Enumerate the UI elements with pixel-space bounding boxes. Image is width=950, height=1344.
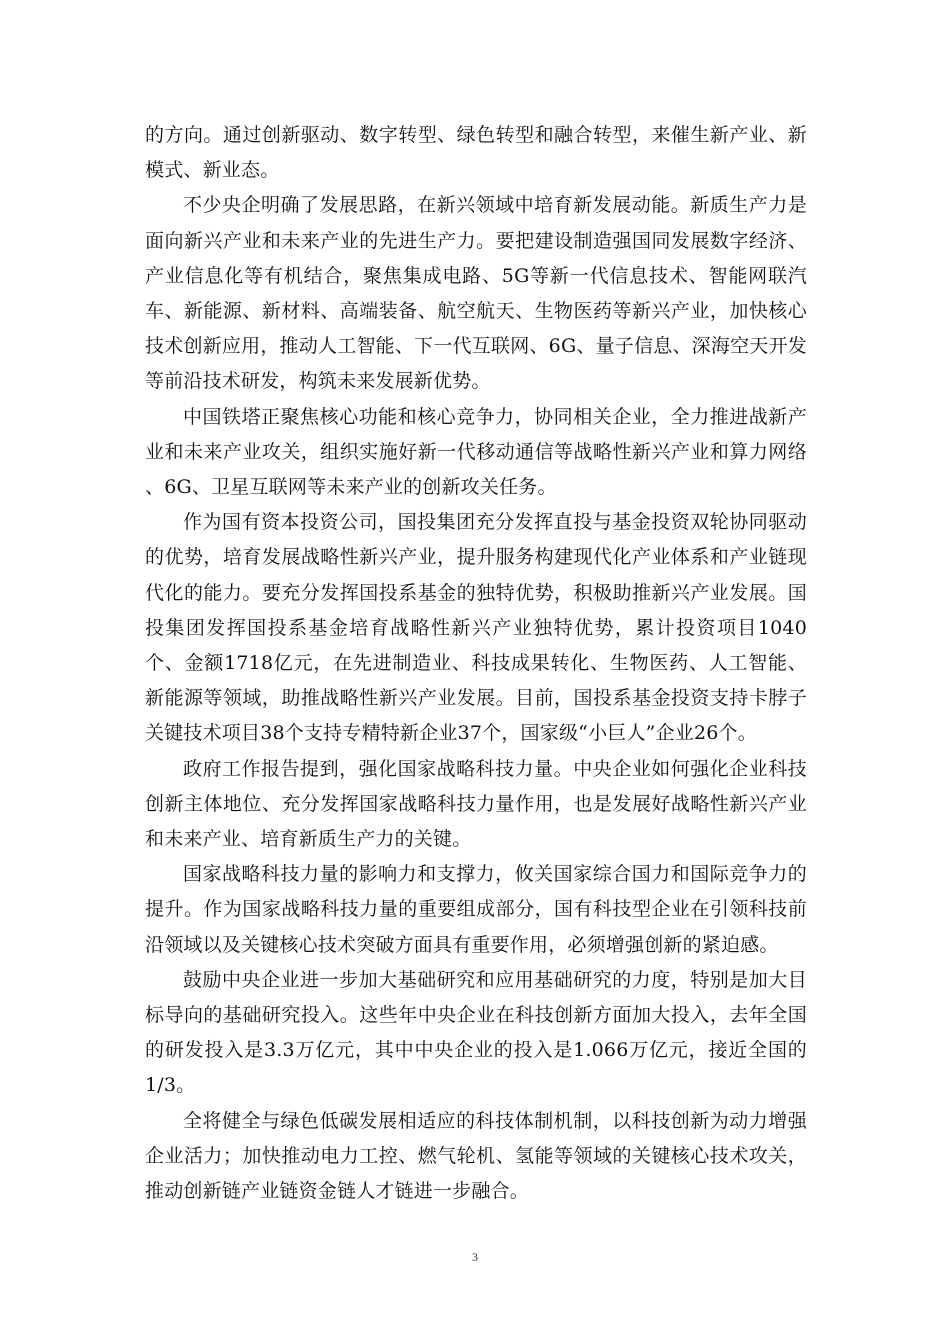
paragraph-2: 不少央企明确了发展思路，在新兴领域中培育新发展动能。新质生产力是面向新兴产业和未来产业的先进生产力。要把建设制造强国同发展数字经济、产业信息化等有机结合，聚焦集成电路、5G等新一代信息技术、智能网联汽车、新能源、新材料、高端装备、航空航天、生物医药等新兴产业，加快核心技术创新应用，推动人工智能、下一代互联网、6G、量子信息、深海空天开发等前沿技术研发，构筑未来发展新优势。 xyxy=(145,194,807,393)
paragraph-3: 中国铁塔正聚焦核心功能和核心竞争力，协同相关企业，全力推进战新产业和未来产业攻关，组织实施好新一代移动通信等战略性新兴产业和算力网络 、6G、卫星互联网等未来产业的创新攻关任务。 xyxy=(145,405,807,499)
paragraph-5: 政府工作报告提到，强化国家战略科技力量。中央企业如何强化企业科技创新主体地位、充分发挥国家战略科技力量作用，也是发展好战略性新兴产业和未来产业、培育新质生产力的关键。 xyxy=(145,757,807,851)
paragraph-1: 的方向。通过创新驱动、数字转型、绿色转型和融合转型，来催生新产业、新模式、新业态。 xyxy=(145,124,807,182)
paragraph-7: 鼓励中央企业进一步加大基础研究和应用基础研究的力度，特别是加大目标导向的基础研究投入。这些年中央企业在科技创新方面加大投入，去年全国的研发投入是3.3万亿元，其中中央企业的投入是1.066万亿元，接近全国的1/3。 xyxy=(145,968,807,1097)
body-text xyxy=(145,118,807,1209)
paragraph-8: 全将健全与绿色低碳发展相适应的科技体制机制，以科技创新为动力增强企业活力；加快推动电力工控、燃气轮机、氢能等领域的关键核心技术攻关，推动创新链产业链资金链人才链进一步融合。 xyxy=(145,1109,807,1203)
page-number: 3 xyxy=(472,1250,478,1264)
paragraph-6: 国家战略科技力量的影响力和支撑力，攸关国家综合国力和国际竞争力的提升。作为国家战略科技力量的重要组成部分，国有科技型企业在引领科技前沿领域以及关键核心技术突破方面具有重要作用，必须增强创新的紧迫感。 xyxy=(145,863,807,956)
paragraph-4: 作为国有资本投资公司，国投集团充分发挥直投与基金投资双轮协同驱动的优势，培育发展战略性新兴产业，提升服务构建现代化产业体系和产业链现代化的能力。要充分发挥国投系基金的独特优势，积极助推新兴产业发展。国投集团发挥国投系基金培育战略性新兴产业独特优势，累计投资项目1040个、金额1718亿元，在先进制造业、科技成果转化、生物医药、人工智能、新能源等领域，助推战略性新兴产业发展。目前，国投系基金投资支持卡脖子关键技术项目38个支持专精特新企业37个，国家级“小巨人”企业26个。 xyxy=(145,511,807,745)
